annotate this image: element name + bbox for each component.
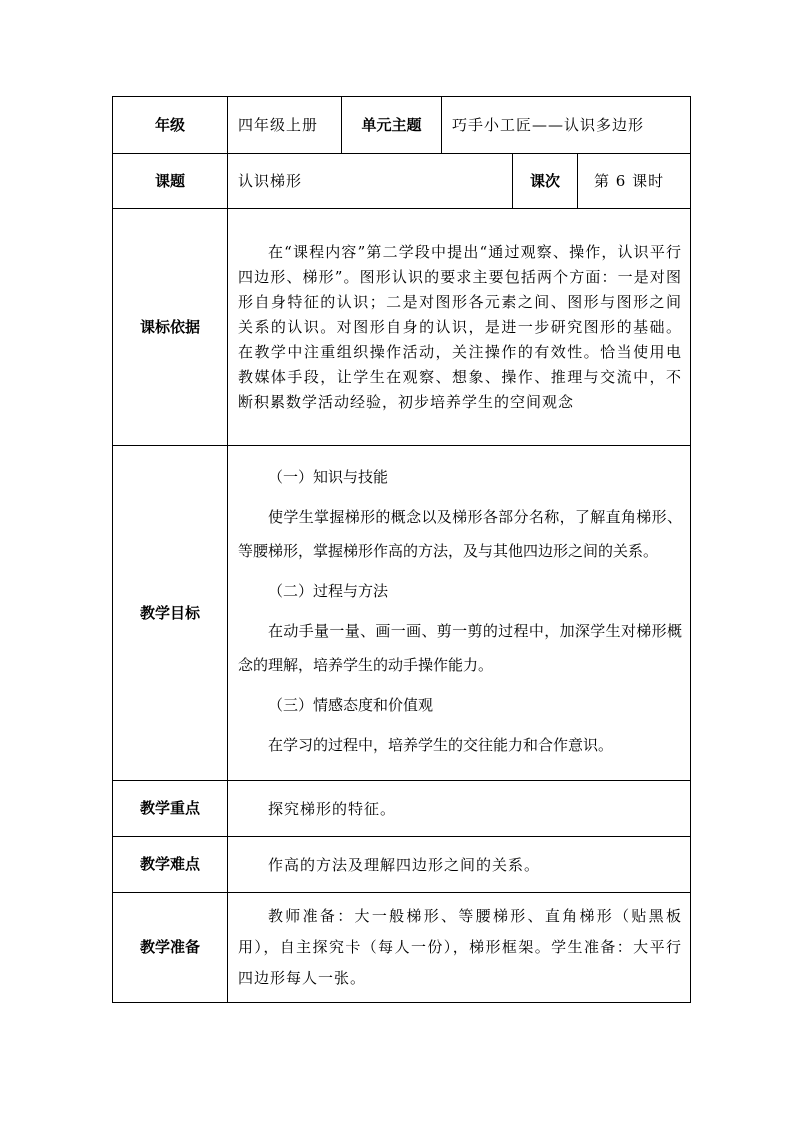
- objectives-row: [113, 446, 691, 781]
- difficulty-text: 作高的方法及理解四边形之间的关系。: [268, 855, 541, 874]
- objective-heading: （三）情感态度和价值观: [268, 695, 434, 714]
- key-point-text: 探究梯形的特征。: [268, 799, 397, 818]
- grade-value: 四年级上册: [228, 97, 342, 154]
- objective-heading: （二）过程与方法: [268, 581, 389, 600]
- difficulty-content: [228, 837, 691, 893]
- objectives-label: 教学目标: [113, 446, 228, 781]
- preparation-text: 教师准备：大一般梯形、等腰梯形、直角梯形（贴黑板用），自主探究卡（每人一份），梯形框架。学生准备：大平行四边形每人一张。: [238, 907, 682, 987]
- difficulty-row: [113, 837, 691, 893]
- key-point-label: 教学重点: [113, 781, 228, 837]
- grade-label: 年级: [113, 97, 228, 154]
- basis-content: [228, 209, 691, 446]
- topic-label: 课题: [113, 154, 228, 209]
- preparation-label: 教学准备: [113, 893, 228, 1003]
- unit-value: 巧手小工匠——认识多边形: [442, 97, 691, 154]
- unit-label: 单元主题: [342, 97, 442, 154]
- objective-process: [238, 579, 682, 682]
- objective-text: 使学生掌握梯形的概念以及梯形各部分名称，了解直角梯形、等腰梯形，掌握梯形作高的方法，及与其他四边形之间的关系。: [238, 507, 682, 560]
- topic-row: [113, 154, 691, 209]
- objective-heading: （一）知识与技能: [268, 467, 389, 486]
- objective-text: 在动手量一量、画一画、剪一剪的过程中，加深学生对梯形概念的理解，培养学生的动手操作能力。: [238, 621, 682, 674]
- topic-value: 认识梯形: [228, 154, 513, 209]
- lesson-label: 课次: [513, 154, 578, 209]
- basis-label: 课标依据: [113, 209, 228, 446]
- lesson-plan-table: [112, 96, 691, 1003]
- lesson-plan-sheet: [112, 96, 690, 1003]
- objective-text: 在学习的过程中，培养学生的交往能力和合作意识。: [268, 735, 614, 754]
- objectives-content: [228, 446, 691, 781]
- basis-row: [113, 209, 691, 446]
- basis-text: 在“课程内容”第二学段中提出“通过观察、操作，认识平行四边形、梯形”。图形认识的要求主要包括两个方面：一是对图形自身特征的认识；二是对图形各元素之间、图形与图形之间关系的认识。对图形自身的认识，是进一步研究图形的基础。在教学中注重组织操作活动，关注操作的有效性。恰当使用电教媒体手段，让学生在观察、想象、操作、推理与交流中，不断积累数学活动经验，初步培养学生的空间观念: [238, 242, 682, 411]
- key-point-row: [113, 781, 691, 837]
- key-point-content: [228, 781, 691, 837]
- grade-row: [113, 97, 691, 154]
- preparation-content: [228, 893, 691, 1003]
- lesson-value: 第 6 课时: [578, 154, 691, 209]
- objective-attitude: [238, 693, 682, 762]
- objective-knowledge: [238, 465, 682, 568]
- preparation-row: [113, 893, 691, 1003]
- difficulty-label: 教学难点: [113, 837, 228, 893]
